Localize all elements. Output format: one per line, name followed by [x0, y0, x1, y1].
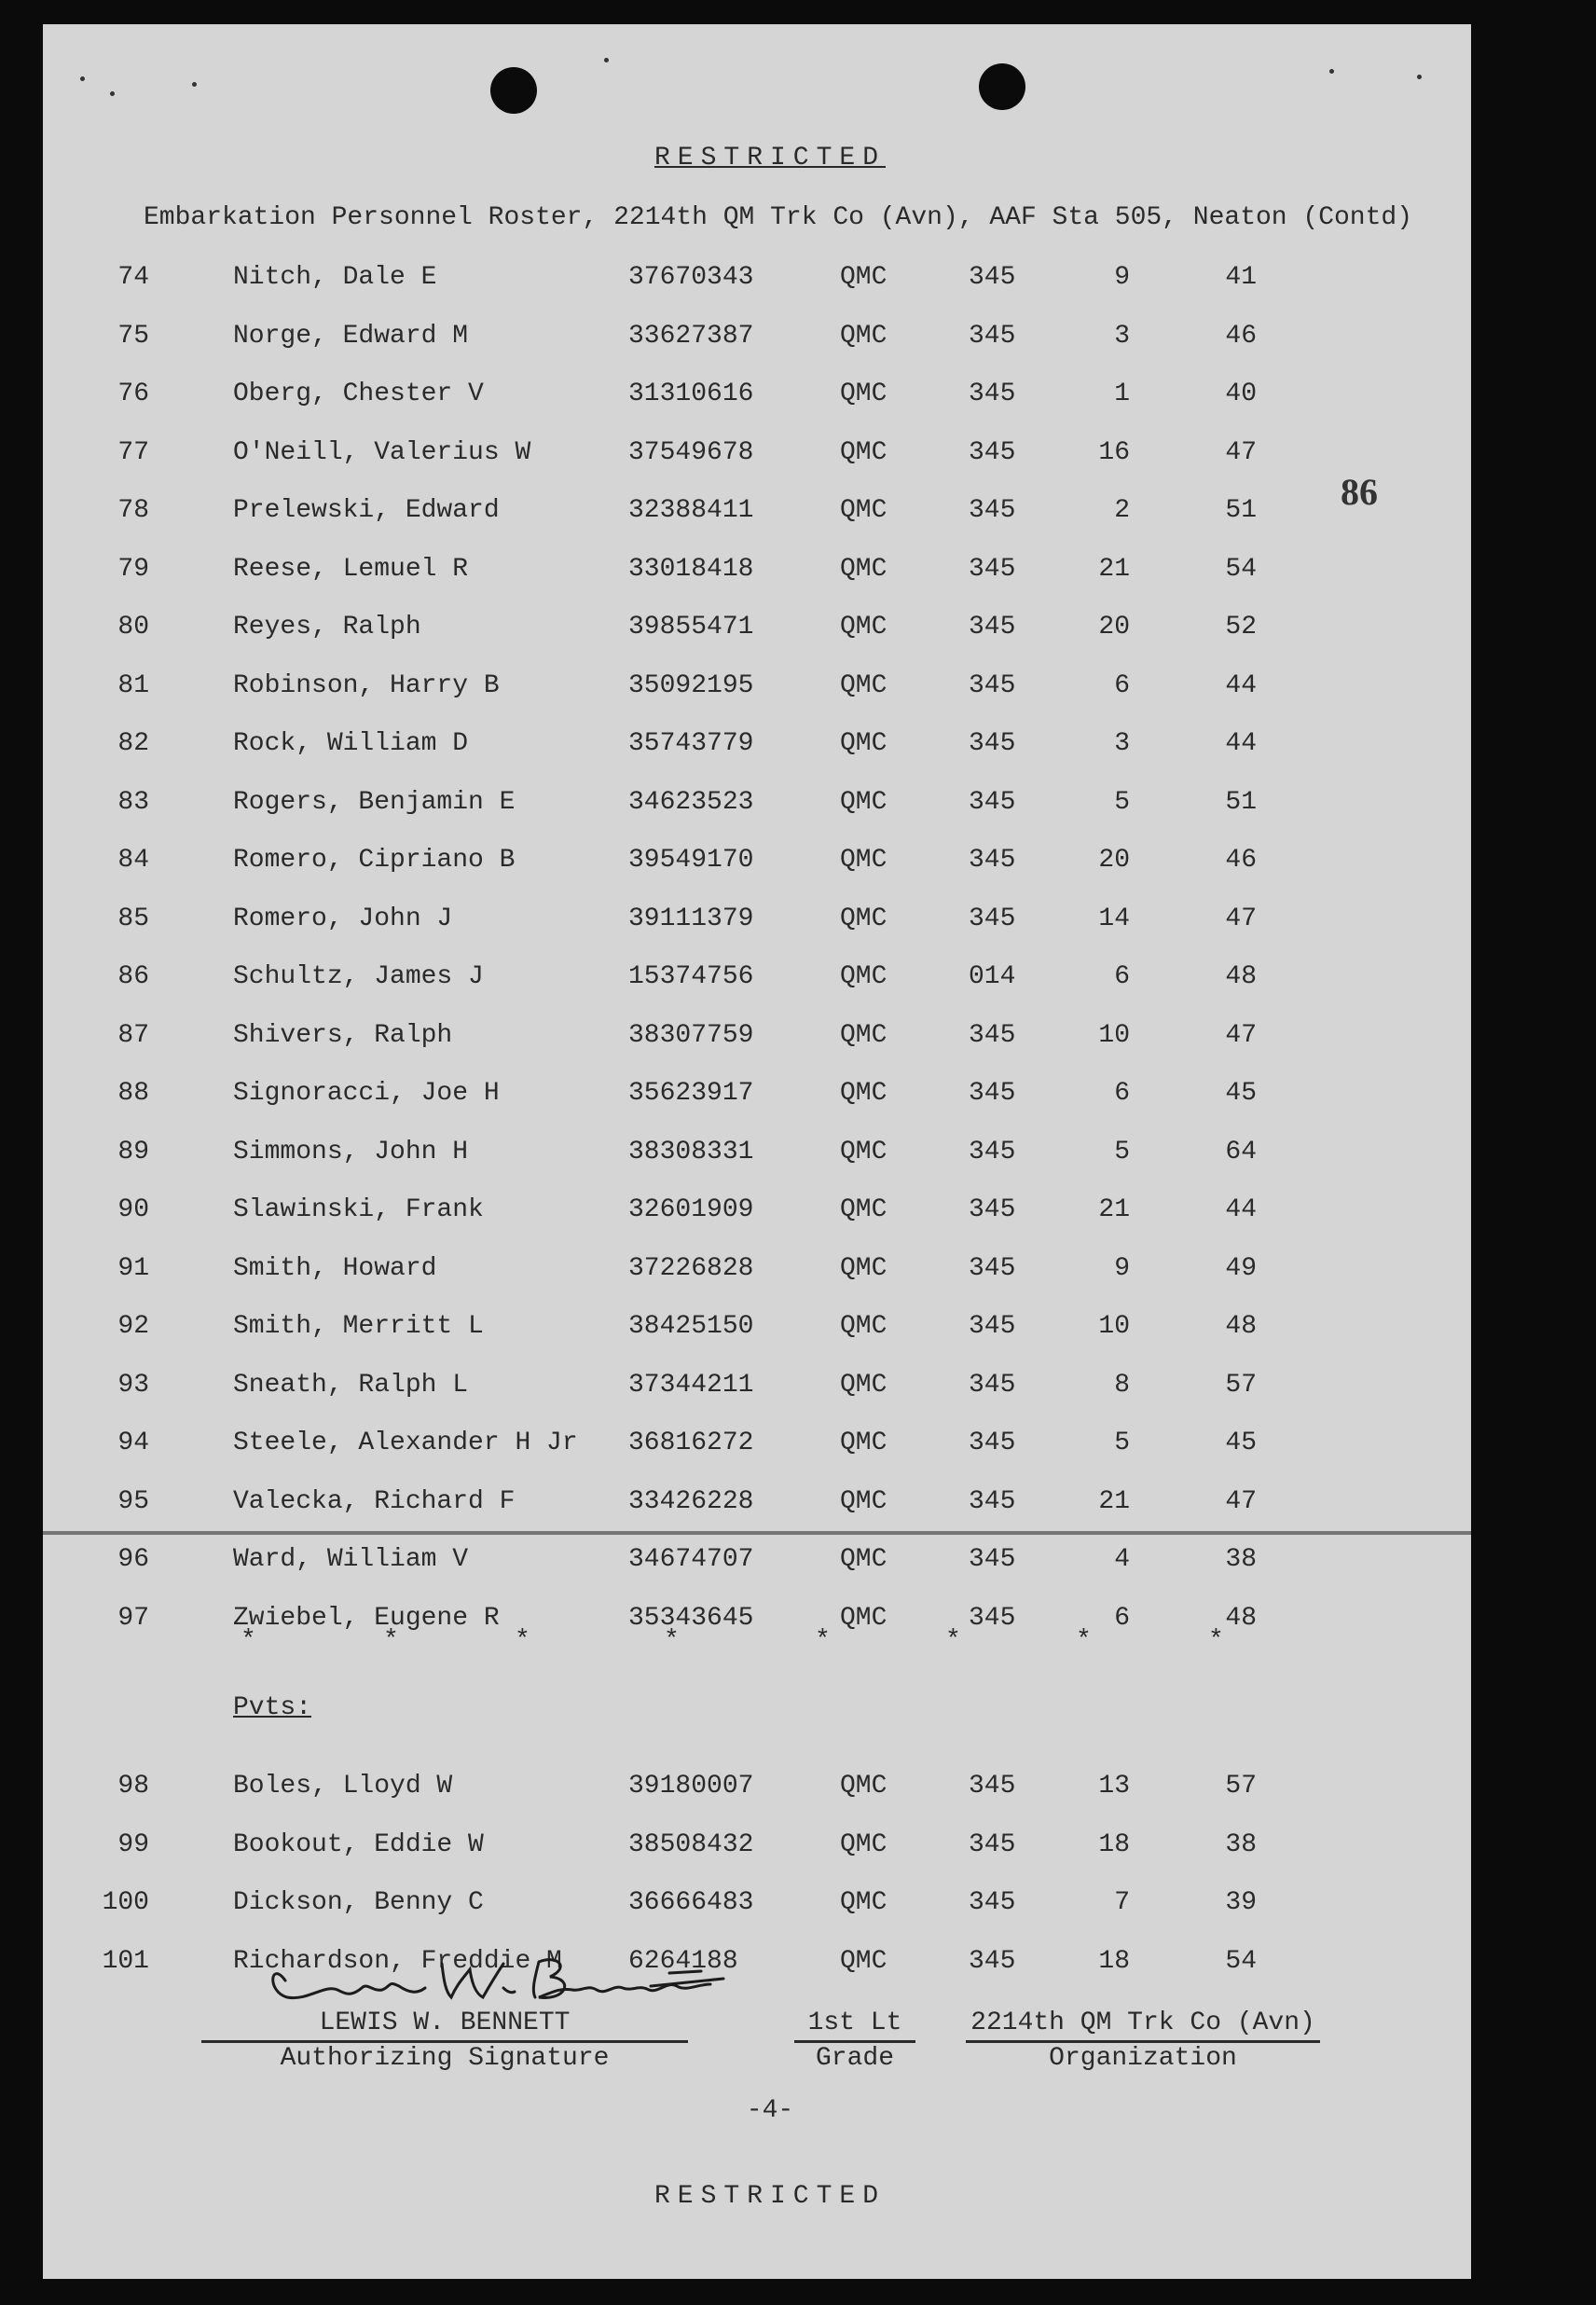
row-number: 84: [117, 846, 149, 875]
branch: QMC: [840, 1079, 887, 1108]
serial-number: 6264188: [628, 1946, 738, 1976]
col5-value: 21: [1098, 1486, 1130, 1516]
code: 345: [969, 1486, 1016, 1516]
branch: QMC: [840, 613, 887, 642]
member-name: Boles, Lloyd W: [233, 1772, 453, 1801]
col6-value: 47: [1225, 904, 1257, 933]
table-row: [43, 1195, 1471, 1233]
serial-number: 36666483: [628, 1888, 754, 1917]
row-number: 74: [117, 263, 149, 292]
col5-value: 5: [1114, 1429, 1130, 1457]
col5-value: 2: [1114, 496, 1130, 525]
row-number: 92: [117, 1312, 149, 1341]
table-row: [43, 613, 1471, 650]
table-row: [43, 788, 1471, 825]
code: 014: [969, 962, 1016, 991]
table-row: [43, 322, 1471, 359]
code: 345: [969, 1253, 1016, 1283]
col6-value: 51: [1225, 496, 1257, 525]
serial-number: 35623917: [628, 1079, 754, 1108]
dust-speck: [1417, 75, 1422, 79]
branch: QMC: [840, 1253, 887, 1283]
col6-value: 38: [1225, 1829, 1257, 1859]
serial-number: 37549678: [628, 437, 754, 467]
col5-value: 3: [1114, 729, 1130, 758]
branch: QMC: [840, 904, 887, 933]
member-name: Oberg, Chester V: [233, 380, 484, 408]
col5-value: 18: [1098, 1946, 1130, 1976]
separator-asterisk: *: [1208, 1626, 1224, 1655]
col5-value: 20: [1098, 613, 1130, 642]
member-name: Shivers, Ralph: [233, 1020, 453, 1050]
row-number: 97: [117, 1603, 149, 1633]
branch: QMC: [840, 1829, 887, 1859]
row-number: 86: [117, 962, 149, 991]
row-number: 93: [117, 1370, 149, 1400]
member-name: Rock, William D: [233, 729, 469, 758]
grade-value: 1st Lt: [807, 2008, 902, 2037]
privates-heading: Pvts:: [233, 1693, 312, 1722]
member-name: Schultz, James J: [233, 962, 484, 991]
col5-value: 21: [1098, 1195, 1130, 1224]
col5-value: 10: [1098, 1020, 1130, 1050]
branch: QMC: [840, 263, 887, 292]
code: 345: [969, 787, 1016, 817]
serial-number: 39180007: [628, 1772, 754, 1801]
col5-value: 5: [1114, 1137, 1130, 1166]
row-number: 87: [117, 1020, 149, 1050]
col6-value: 45: [1225, 1079, 1257, 1108]
table-row: [43, 1429, 1471, 1466]
member-name: Norge, Edward M: [233, 321, 469, 351]
serial-number: 37226828: [628, 1253, 754, 1283]
table-row: [43, 438, 1471, 476]
signature-line: [201, 2040, 688, 2043]
serial-number: 37344211: [628, 1370, 754, 1400]
col5-value: 10: [1098, 1312, 1130, 1341]
col6-value: 47: [1225, 1486, 1257, 1516]
col6-value: 48: [1225, 1312, 1257, 1341]
branch: QMC: [840, 1137, 887, 1166]
table-row: [43, 1079, 1471, 1116]
table-row: [43, 555, 1471, 592]
member-name: Sneath, Ralph L: [233, 1370, 469, 1400]
col6-value: 52: [1225, 613, 1257, 642]
col5-value: 5: [1114, 787, 1130, 817]
col5-value: 6: [1114, 670, 1130, 700]
member-name: Valecka, Richard F: [233, 1486, 516, 1516]
row-number: 94: [117, 1429, 149, 1457]
serial-number: 38307759: [628, 1020, 754, 1050]
col6-value: 45: [1225, 1429, 1257, 1457]
table-row: [43, 1545, 1471, 1582]
row-number: 98: [117, 1772, 149, 1801]
serial-number: 39111379: [628, 904, 754, 933]
member-name: Signoracci, Joe H: [233, 1079, 500, 1108]
organization-value: 2214th QM Trk Co (Avn): [970, 2008, 1315, 2037]
branch: QMC: [840, 1486, 887, 1516]
serial-number: 35743779: [628, 729, 754, 758]
code: 345: [969, 1603, 1016, 1633]
serial-number: 32388411: [628, 496, 754, 525]
code: 345: [969, 1829, 1016, 1859]
branch: QMC: [840, 1020, 887, 1050]
code: 345: [969, 904, 1016, 933]
signature-caption: Authorizing Signature: [280, 2044, 610, 2073]
table-row: [43, 380, 1471, 417]
punch-hole-right: [979, 63, 1025, 110]
table-row: [43, 1888, 1471, 1925]
member-name: Simmons, John H: [233, 1137, 469, 1166]
col6-value: 47: [1225, 1020, 1257, 1050]
member-name: Smith, Merritt L: [233, 1312, 484, 1341]
grade-line: [794, 2040, 915, 2043]
branch: QMC: [840, 1888, 887, 1917]
grade-caption: Grade: [815, 2044, 894, 2073]
table-row: [43, 729, 1471, 766]
serial-number: 35343645: [628, 1603, 754, 1633]
table-row: [43, 904, 1471, 942]
table-row: [43, 1947, 1471, 1984]
col5-value: 4: [1114, 1545, 1130, 1574]
code: 345: [969, 729, 1016, 758]
row-number: 90: [117, 1195, 149, 1224]
branch: QMC: [840, 787, 887, 817]
handwritten-sheet-number: 86: [1341, 471, 1378, 513]
table-row: [43, 846, 1471, 883]
col5-value: 16: [1098, 437, 1130, 467]
code: 345: [969, 1545, 1016, 1574]
row-number: 78: [117, 496, 149, 525]
member-name: Rogers, Benjamin E: [233, 787, 516, 817]
col5-value: 6: [1114, 1079, 1130, 1108]
separator-asterisk: *: [383, 1626, 399, 1655]
table-row: [43, 263, 1471, 300]
dust-speck: [192, 82, 197, 87]
row-number: 96: [117, 1545, 149, 1574]
restricted-footer: RESTRICTED: [654, 2182, 887, 2211]
serial-number: 34623523: [628, 787, 754, 817]
branch: QMC: [840, 1772, 887, 1801]
member-name: Slawinski, Frank: [233, 1195, 484, 1224]
col6-value: 64: [1225, 1137, 1257, 1166]
serial-number: 32601909: [628, 1195, 754, 1224]
member-name: Dickson, Benny C: [233, 1888, 484, 1917]
dust-speck: [110, 91, 115, 96]
separator-asterisk: *: [945, 1626, 961, 1655]
col5-value: 1: [1114, 380, 1130, 408]
serial-number: 37670343: [628, 263, 754, 292]
table-row: [43, 1021, 1471, 1058]
row-number: 91: [117, 1253, 149, 1283]
separator-asterisk: *: [815, 1626, 831, 1655]
page-number: -4-: [746, 2096, 794, 2125]
col6-value: 46: [1225, 321, 1257, 351]
col6-value: 54: [1225, 554, 1257, 584]
col6-value: 51: [1225, 787, 1257, 817]
row-number: 80: [117, 613, 149, 642]
col6-value: 54: [1225, 1946, 1257, 1976]
member-name: Bookout, Eddie W: [233, 1829, 484, 1859]
branch: QMC: [840, 437, 887, 467]
row-number: 81: [117, 670, 149, 700]
serial-number: 38425150: [628, 1312, 754, 1341]
serial-number: 38308331: [628, 1137, 754, 1166]
code: 345: [969, 1020, 1016, 1050]
member-name: Richardson, Freddie M: [233, 1946, 562, 1976]
row-number: 95: [117, 1486, 149, 1516]
branch: QMC: [840, 380, 887, 408]
col5-value: 14: [1098, 904, 1130, 933]
member-name: Romero, John J: [233, 904, 453, 933]
member-name: Reese, Lemuel R: [233, 554, 469, 584]
separator-asterisk: *: [241, 1626, 256, 1655]
code: 345: [969, 1312, 1016, 1341]
table-row: [43, 962, 1471, 1000]
table-row: [43, 496, 1471, 533]
col6-value: 57: [1225, 1772, 1257, 1801]
table-row: [43, 1254, 1471, 1291]
organization-line: [966, 2040, 1320, 2043]
branch: QMC: [840, 670, 887, 700]
member-name: Nitch, Dale E: [233, 263, 437, 292]
col6-value: 44: [1225, 1195, 1257, 1224]
col5-value: 6: [1114, 962, 1130, 991]
serial-number: 39549170: [628, 846, 754, 875]
serial-number: 38508432: [628, 1829, 754, 1859]
branch: QMC: [840, 554, 887, 584]
code: 345: [969, 554, 1016, 584]
col6-value: 39: [1225, 1888, 1257, 1917]
code: 345: [969, 1772, 1016, 1801]
row-number: 89: [117, 1137, 149, 1166]
col6-value: 48: [1225, 1603, 1257, 1633]
row-number: 88: [117, 1079, 149, 1108]
code: 345: [969, 1079, 1016, 1108]
branch: QMC: [840, 496, 887, 525]
serial-number: 36816272: [628, 1429, 754, 1457]
col5-value: 9: [1114, 263, 1130, 292]
separator-asterisk: *: [515, 1626, 530, 1655]
col5-value: 7: [1114, 1888, 1130, 1917]
branch: QMC: [840, 1603, 887, 1633]
row-number: 79: [117, 554, 149, 584]
serial-number: 33426228: [628, 1486, 754, 1516]
member-name: Prelewski, Edward: [233, 496, 500, 525]
row-number: 85: [117, 904, 149, 933]
serial-number: 35092195: [628, 670, 754, 700]
signer-name: LEWIS W. BENNETT: [319, 2008, 571, 2037]
separator-asterisk: *: [664, 1626, 680, 1655]
member-name: Smith, Howard: [233, 1253, 437, 1283]
col5-value: 9: [1114, 1253, 1130, 1283]
member-name: O'Neill, Valerius W: [233, 437, 531, 467]
branch: QMC: [840, 1195, 887, 1224]
branch: QMC: [840, 1312, 887, 1341]
member-name: Ward, William V: [233, 1545, 469, 1574]
row-number: 83: [117, 787, 149, 817]
row-number: 82: [117, 729, 149, 758]
dust-speck: [1329, 69, 1334, 74]
col5-value: 13: [1098, 1772, 1130, 1801]
branch: QMC: [840, 1946, 887, 1976]
punch-hole-left: [490, 67, 537, 114]
row-number: 101: [102, 1946, 149, 1976]
table-row: [43, 1830, 1471, 1868]
branch: QMC: [840, 729, 887, 758]
code: 345: [969, 1195, 1016, 1224]
col5-value: 20: [1098, 846, 1130, 875]
col6-value: 57: [1225, 1370, 1257, 1400]
col6-value: 38: [1225, 1545, 1257, 1574]
table-row: [43, 1772, 1471, 1809]
member-name: Steele, Alexander H Jr: [233, 1429, 578, 1457]
member-name: Romero, Cipriano B: [233, 846, 516, 875]
member-name: Zwiebel, Eugene R: [233, 1603, 500, 1633]
col6-value: 48: [1225, 962, 1257, 991]
col6-value: 44: [1225, 670, 1257, 700]
table-row: [43, 1487, 1471, 1525]
code: 345: [969, 1946, 1016, 1976]
branch: QMC: [840, 321, 887, 351]
col6-value: 47: [1225, 437, 1257, 467]
separator-asterisk: *: [1076, 1626, 1092, 1655]
table-row: [43, 1312, 1471, 1349]
code: 345: [969, 1370, 1016, 1400]
col5-value: 3: [1114, 321, 1130, 351]
code: 345: [969, 846, 1016, 875]
table-row: [43, 1604, 1471, 1641]
code: 345: [969, 380, 1016, 408]
table-row: [43, 1138, 1471, 1175]
branch: QMC: [840, 1370, 887, 1400]
dust-speck: [80, 76, 85, 81]
col5-value: 21: [1098, 554, 1130, 584]
code: 345: [969, 1429, 1016, 1457]
handwritten-signature: [259, 1943, 744, 2010]
roster-page: [43, 24, 1471, 2279]
branch: QMC: [840, 962, 887, 991]
serial-number: 34674707: [628, 1545, 754, 1574]
row-number: 77: [117, 437, 149, 467]
member-name: Robinson, Harry B: [233, 670, 500, 700]
table-row: [43, 1371, 1471, 1408]
row-number: 99: [117, 1829, 149, 1859]
serial-number: 33627387: [628, 321, 754, 351]
col5-value: 6: [1114, 1603, 1130, 1633]
row-number: 76: [117, 380, 149, 408]
row-number: 100: [102, 1888, 149, 1917]
code: 345: [969, 1888, 1016, 1917]
col5-value: 8: [1114, 1370, 1130, 1400]
col5-value: 18: [1098, 1829, 1130, 1859]
row-number: 75: [117, 321, 149, 351]
serial-number: 33018418: [628, 554, 754, 584]
branch: QMC: [840, 1545, 887, 1574]
code: 345: [969, 263, 1016, 292]
col6-value: 44: [1225, 729, 1257, 758]
code: 345: [969, 496, 1016, 525]
roster-title: Embarkation Personnel Roster, 2214th QM Trk Co (Avn), AAF Sta 505, Neaton (Contd): [144, 203, 1413, 232]
organization-caption: Organization: [1049, 2044, 1237, 2073]
member-name: Reyes, Ralph: [233, 613, 421, 642]
col6-value: 40: [1225, 380, 1257, 408]
code: 345: [969, 670, 1016, 700]
col6-value: 46: [1225, 846, 1257, 875]
serial-number: 15374756: [628, 962, 754, 991]
restricted-header: RESTRICTED: [654, 144, 887, 173]
code: 345: [969, 613, 1016, 642]
col6-value: 49: [1225, 1253, 1257, 1283]
code: 345: [969, 321, 1016, 351]
strikethrough-line: [43, 1531, 1471, 1535]
col6-value: 41: [1225, 263, 1257, 292]
code: 345: [969, 1137, 1016, 1166]
serial-number: 31310616: [628, 380, 754, 408]
serial-number: 39855471: [628, 613, 754, 642]
branch: QMC: [840, 1429, 887, 1457]
dust-speck: [604, 58, 609, 62]
table-row: [43, 671, 1471, 709]
code: 345: [969, 437, 1016, 467]
branch: QMC: [840, 846, 887, 875]
